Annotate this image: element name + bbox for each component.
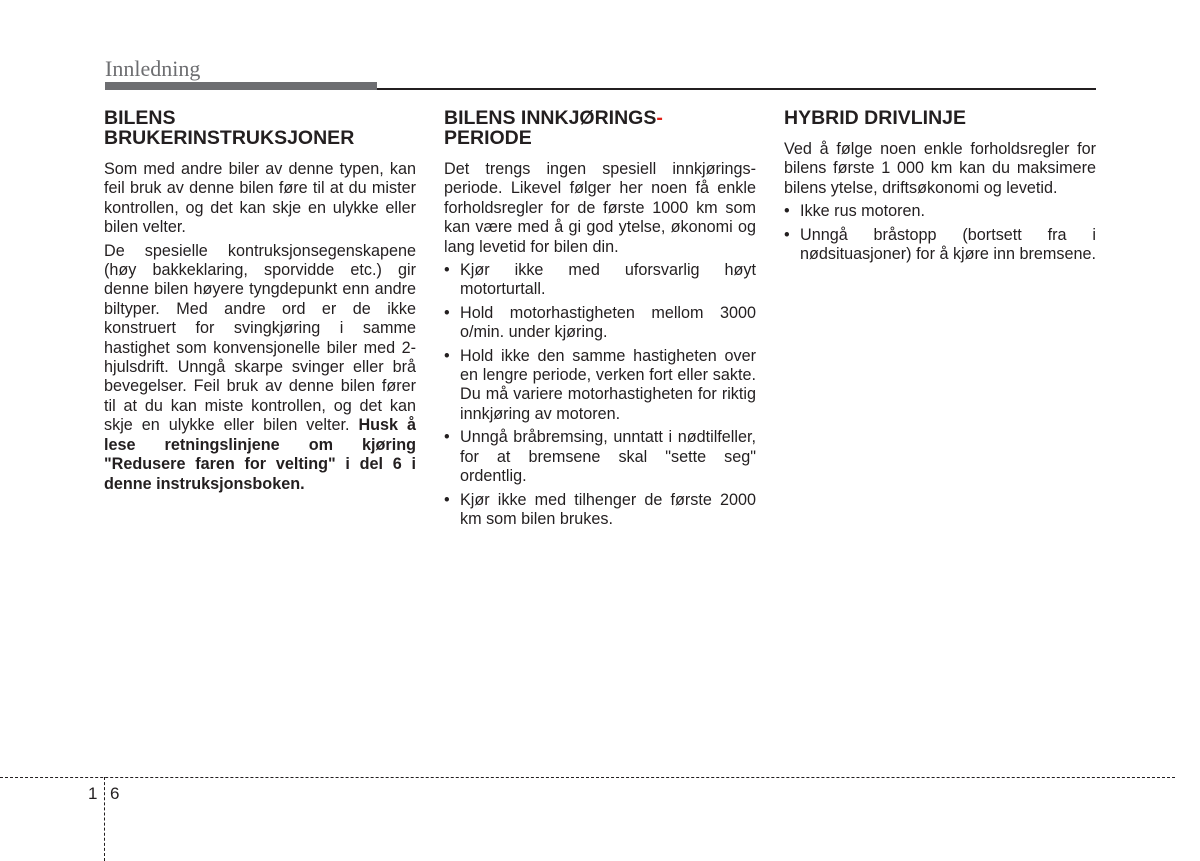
heading-hyphen: - (656, 107, 663, 129)
footer-rule (0, 777, 1175, 778)
list-item (784, 226, 1096, 265)
heading-innkjoringsperiode (444, 108, 756, 148)
bullet-list (444, 261, 756, 529)
bullet-icon: • (444, 490, 450, 509)
bullet-icon: • (444, 261, 450, 280)
column-bilens-brukerinstruksjoner (104, 108, 416, 498)
list-item-text: Kjør ikke med uforsvarlig høyt motorturtall. (460, 261, 756, 299)
heading-part1: BILENS INNKJØRINGS (444, 107, 657, 129)
header-rule-accent (105, 82, 377, 90)
list-item (784, 202, 1096, 221)
list-item (444, 261, 756, 300)
page-number: 6 (110, 784, 120, 803)
bullet-icon: • (444, 303, 450, 322)
bullet-list (784, 202, 1096, 264)
list-item (444, 304, 756, 343)
heading-bilens-brukerinstruksjoner: BILENS BRUKERINSTRUKSJONER (104, 107, 355, 149)
list-item-text: Unngå bråstopp (bortsett fra i nødsituasjoner) for å kjøre inn bremsene. (800, 225, 1096, 264)
list-item-text: Unngå bråbremsing, unntatt i nødtilfeller, for at bremsene skal "sette seg" ordentlig. (460, 428, 756, 486)
column-hybrid-drivlinje (784, 108, 1096, 268)
paragraph-intro: Det trengs ingen spesiell innkjørings-periode. Likevel følger her noen få enkle forholdsregler for de første 1000 km som kan være med å gi god ytelse, økonomi og lang levetid for bilen din. (444, 160, 756, 256)
list-item-text: Kjør ikke med tilhenger de første 2000 km som bilen brukes. (460, 490, 756, 528)
heading-part2: PERIODE (444, 127, 532, 149)
list-item-text: Hold motorhastigheten mellom 3000 o/min. under kjøring. (460, 303, 756, 342)
paragraph-construction-text: De spesielle kontruksjonsegenskapene (høy bakkeklaring, sporvidde etc.) gir denne bilen høyere tyngdepunkt enn andre biltyper. Med andre ord er de ikke konstruert for svingkjøring i samme hastighet som konvensjonelle biler med 2-hjulsdrift. Unngå skarpe svinger eller brå bevegelser. Feil bruk av denne bilen fører til at du kan miste kontrollen, og det kan skje en ulykke eller bilen velter. (104, 241, 416, 435)
paragraph-construction (104, 242, 416, 494)
list-item-text: Ikke rus motoren. (800, 202, 926, 221)
heading-hybrid-drivlinje: HYBRID DRIVLINJE (784, 107, 967, 129)
footer-divider (104, 777, 105, 861)
paragraph-intro: Ved å følge noen enkle forholdsregler for bilens første 1 000 km kan du maksimere bilens ytelse, driftsøkonomi og levetid. (784, 140, 1096, 197)
bullet-icon: • (784, 225, 790, 244)
list-item (444, 347, 756, 425)
list-item-text: Hold ikke den samme hastigheten over en lengre periode, verken fort eller sakte. Du må variere motorhastigheten for riktig innkjøring av motoren. (460, 346, 756, 423)
paragraph-reminder-bold: Husk å lese retningslinjene om kjøring "Redusere faren for velting" i del 6 i denne instruksjonsboken. (104, 416, 417, 493)
paragraph-intro: Som med andre biler av denne typen, kan feil bruk av denne bilen føre til at du mister kontrollen, og det kan skje en ulykke eller bilen velter. (104, 160, 416, 237)
bullet-icon: • (444, 346, 450, 365)
column-innkjoringsperiode (444, 108, 756, 533)
bullet-icon: • (444, 428, 450, 447)
bullet-icon: • (784, 202, 790, 221)
section-title: Innledning (105, 56, 201, 81)
list-item (444, 491, 756, 530)
list-item (444, 428, 756, 486)
chapter-number: 1 (88, 784, 98, 803)
